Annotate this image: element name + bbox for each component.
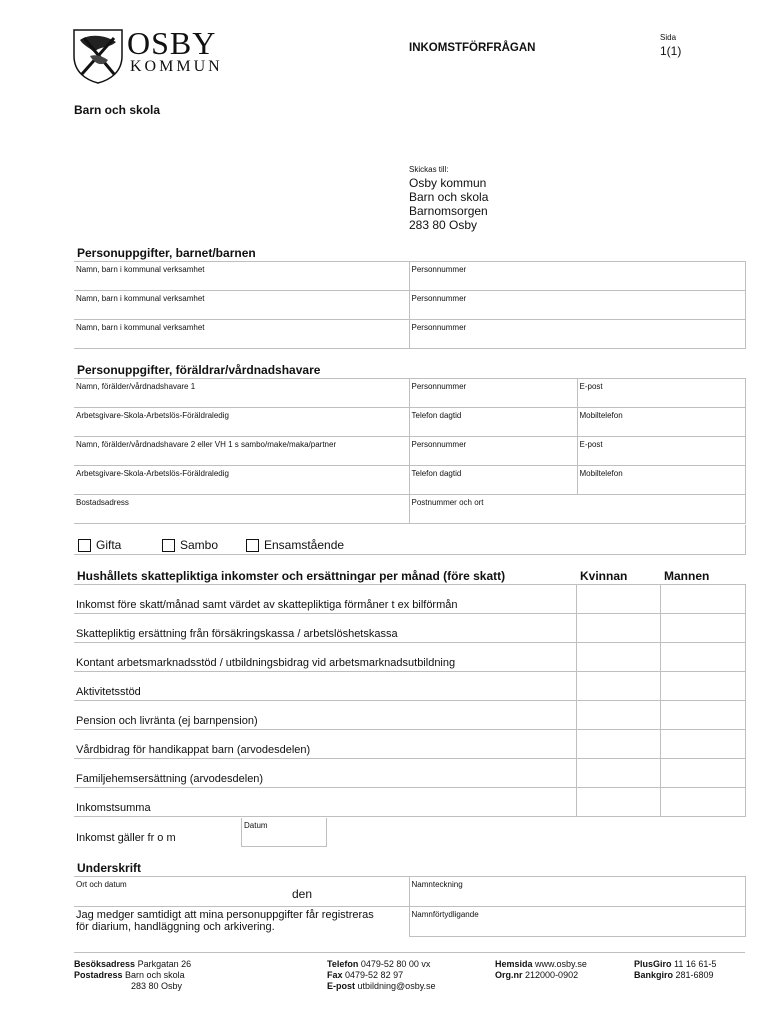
guardian1-email-field[interactable] — [577, 379, 745, 408]
income-row-label: Pension och livränta (ej barnpension) — [74, 701, 576, 730]
footer-value: 0479-52 80 00 vx — [360, 959, 431, 969]
cohabiting-checkbox[interactable] — [162, 538, 218, 552]
checkbox-label: Ensamstående — [264, 538, 345, 552]
income-men-field[interactable] — [660, 585, 745, 614]
table-row — [74, 730, 745, 759]
table-row — [74, 379, 745, 408]
guardian1-phone-field[interactable] — [409, 408, 577, 437]
field-label: Namnförtydligande — [411, 910, 479, 919]
children-section-title: Personuppgifter, barnet/barnen — [77, 246, 256, 260]
income-women-field[interactable] — [576, 701, 660, 730]
send-to-line: Barn och skola — [409, 190, 489, 204]
field-label: E-post — [579, 440, 603, 449]
income-women-field[interactable] — [576, 643, 660, 672]
postal-field[interactable] — [409, 495, 745, 524]
consent-line: för diarium, handläggning och arkivering. — [76, 921, 275, 933]
consent-line: Jag medger samtidigt att mina personuppgifter får registreras — [76, 909, 374, 921]
table-row — [74, 701, 745, 730]
coat-of-arms-icon — [70, 26, 126, 84]
field-label: Namn, förälder/vårdnadshavare 1 — [76, 382, 196, 391]
column-header-men: Mannen — [664, 569, 710, 583]
field-label: Ort och datum — [76, 880, 127, 889]
income-row-label: Inkomst före skatt/månad samt värdet av skattepliktiga förmåner t ex bilförmån — [74, 585, 576, 614]
income-men-field[interactable] — [660, 701, 745, 730]
child-personnummer-label: Personnummer — [411, 265, 467, 274]
child-name-label: Namn, barn i kommunal verksamhet — [76, 323, 205, 332]
date-label: Datum — [244, 821, 268, 830]
checkbox-square[interactable] — [78, 539, 91, 552]
field-label: Personnummer — [411, 440, 467, 449]
income-men-field[interactable] — [660, 730, 745, 759]
footer-label: Fax — [327, 970, 343, 980]
den-text: den — [292, 887, 313, 901]
guardian1-personnummer-field[interactable] — [409, 379, 577, 408]
footer-bankgiro — [634, 970, 714, 981]
guardian2-name-field[interactable] — [74, 437, 409, 466]
document-title: INKOMSTFÖRFRÅGAN — [409, 42, 536, 54]
footer-divider — [74, 952, 745, 953]
checkbox-label: Gifta — [96, 538, 122, 552]
income-valid-from-label: Inkomst gäller fr o m — [76, 832, 176, 844]
page-label: Sida — [660, 33, 677, 42]
guardian1-mobile-field[interactable] — [577, 408, 745, 437]
field-label: Telefon dagtid — [411, 411, 462, 420]
child-name-field[interactable] — [74, 262, 409, 291]
footer-plusgiro — [634, 959, 716, 970]
send-to-line: Barnomsorgen — [409, 204, 488, 218]
guardian1-employer-field[interactable] — [74, 408, 409, 437]
income-women-field[interactable] — [576, 672, 660, 701]
checkbox-square[interactable] — [162, 539, 175, 552]
field-label: E-post — [579, 382, 603, 391]
signature-table — [74, 876, 746, 937]
income-men-field[interactable] — [660, 672, 745, 701]
table-row — [74, 585, 745, 614]
logo-name: OSBY — [127, 25, 217, 61]
income-table — [74, 584, 746, 817]
income-row-label: Skattepliktig ersättning från försäkringskassa / arbetslöshetskassa — [74, 614, 576, 643]
civil-status-row — [74, 525, 746, 555]
field-label: Telefon dagtid — [411, 469, 462, 478]
consent-text — [74, 907, 409, 937]
table-row — [74, 788, 745, 817]
child-name-field[interactable] — [74, 320, 409, 349]
table-row — [74, 437, 745, 466]
child-personnummer-label: Personnummer — [411, 294, 467, 303]
footer-visit-address — [74, 959, 191, 970]
table-row — [74, 466, 745, 495]
footer-label: Org.nr — [495, 970, 523, 980]
name-clarification-field[interactable] — [409, 907, 745, 937]
send-to-label: Skickas till: — [409, 165, 449, 174]
income-men-field[interactable] — [660, 643, 745, 672]
child-name-field[interactable] — [74, 291, 409, 320]
child-personnummer-label: Personnummer — [411, 323, 467, 332]
child-personnummer-field[interactable] — [409, 291, 745, 320]
footer-value: 0479-52 82 97 — [345, 970, 404, 980]
footer-label: Hemsida — [495, 959, 533, 969]
footer-value: 281-6809 — [675, 970, 714, 980]
income-row-label: Aktivitetsstöd — [74, 672, 576, 701]
footer-fax — [327, 970, 403, 981]
guardian2-employer-field[interactable] — [74, 466, 409, 495]
footer-label: E-post — [327, 981, 355, 991]
footer-post-address — [74, 970, 185, 981]
guardian2-email-field[interactable] — [577, 437, 745, 466]
guardian1-name-field[interactable] — [74, 379, 409, 408]
table-row — [74, 907, 745, 937]
footer-value: Barn och skola — [125, 970, 185, 980]
income-women-field[interactable] — [576, 759, 660, 788]
income-women-field[interactable] — [576, 614, 660, 643]
table-row — [74, 320, 745, 349]
footer-value: 212000-0902 — [525, 970, 579, 980]
income-men-field[interactable] — [660, 759, 745, 788]
send-to-line: Osby kommun — [409, 176, 487, 190]
checkbox-label: Sambo — [180, 538, 219, 552]
footer-email — [327, 981, 436, 992]
guardian2-phone-field[interactable] — [409, 466, 577, 495]
income-women-field[interactable] — [576, 730, 660, 759]
table-row — [74, 759, 745, 788]
logo-subtitle: KOMMUN — [130, 58, 223, 75]
page-number: 1(1) — [660, 44, 682, 58]
field-label: Namnteckning — [411, 880, 463, 889]
field-label: Arbetsgivare-Skola-Arbetslös-Föräldraledig — [76, 469, 229, 478]
department-title: Barn och skola — [74, 103, 161, 117]
field-label: Personnummer — [411, 382, 467, 391]
footer-value: 11 16 61-5 — [674, 959, 717, 969]
checkbox-square[interactable] — [246, 539, 259, 552]
field-label: Postnummer och ort — [411, 498, 484, 507]
child-personnummer-field[interactable] — [409, 262, 745, 291]
table-row — [74, 877, 745, 907]
child-name-label: Namn, barn i kommunal verksamhet — [76, 265, 205, 274]
table-row — [74, 495, 745, 524]
field-label: Mobiltelefon — [579, 469, 623, 478]
income-row-label: Vårdbidrag för handikappat barn (arvodesdelen) — [74, 730, 576, 759]
table-row — [74, 643, 745, 672]
children-table — [74, 261, 746, 349]
child-name-label: Namn, barn i kommunal verksamhet — [76, 294, 205, 303]
address-field[interactable] — [74, 495, 409, 524]
income-men-field[interactable] — [660, 614, 745, 643]
table-row — [74, 614, 745, 643]
field-label: Namn, förälder/vårdnadshavare 2 eller VH 1 s sambo/make/maka/partner — [76, 440, 337, 449]
footer-label: Postadress — [74, 970, 123, 980]
income-row-label: Kontant arbetsmarknadsstöd / utbildningsbidrag vid arbetsmarknadsutbildning — [74, 643, 576, 672]
footer-post-address-city: 283 80 Osby — [131, 981, 183, 991]
column-header-women: Kvinnan — [580, 569, 628, 583]
table-row — [74, 408, 745, 437]
field-label: Arbetsgivare-Skola-Arbetslös-Föräldraledig — [76, 411, 229, 420]
income-section-title: Hushållets skattepliktiga inkomster och ersättningar per månad (före skatt) — [77, 569, 506, 583]
married-checkbox[interactable] — [78, 538, 121, 552]
footer-value: utbildning@osby.se — [357, 981, 436, 991]
income-men-field[interactable] — [660, 788, 745, 817]
footer-value: Parkgatan 26 — [137, 959, 192, 969]
table-row — [74, 262, 745, 291]
guardians-table — [74, 378, 746, 524]
guardian2-personnummer-field[interactable] — [409, 437, 577, 466]
footer-org-number — [495, 970, 578, 981]
footer-label: Telefon — [327, 959, 359, 969]
send-to-line: 283 80 Osby — [409, 218, 478, 232]
child-personnummer-field[interactable] — [409, 320, 745, 349]
table-row — [74, 291, 745, 320]
guardian2-mobile-field[interactable] — [577, 466, 745, 495]
signature-field[interactable] — [409, 877, 745, 907]
signature-section-title: Underskrift — [77, 861, 142, 875]
osby-kommun-logo — [70, 26, 230, 86]
footer-website — [495, 959, 587, 970]
field-label: Bostadsadress — [76, 498, 129, 507]
single-checkbox[interactable] — [246, 538, 344, 552]
income-row-label: Inkomstsumma — [74, 788, 576, 817]
footer-label: PlusGiro — [634, 959, 672, 969]
footer-label: Besöksadress — [74, 959, 136, 969]
table-row — [74, 672, 745, 701]
footer-value: www.osby.se — [535, 959, 587, 969]
income-women-field[interactable] — [576, 788, 660, 817]
income-row-label: Familjehemsersättning (arvodesdelen) — [74, 759, 576, 788]
income-women-field[interactable] — [576, 585, 660, 614]
footer-phone — [327, 959, 430, 970]
valid-from-date-field[interactable] — [241, 818, 327, 847]
field-label: Mobiltelefon — [579, 411, 623, 420]
place-date-field[interactable] — [74, 877, 409, 907]
guardians-section-title: Personuppgifter, föräldrar/vårdnadshavare — [77, 363, 321, 377]
footer-label: Bankgiro — [634, 970, 674, 980]
